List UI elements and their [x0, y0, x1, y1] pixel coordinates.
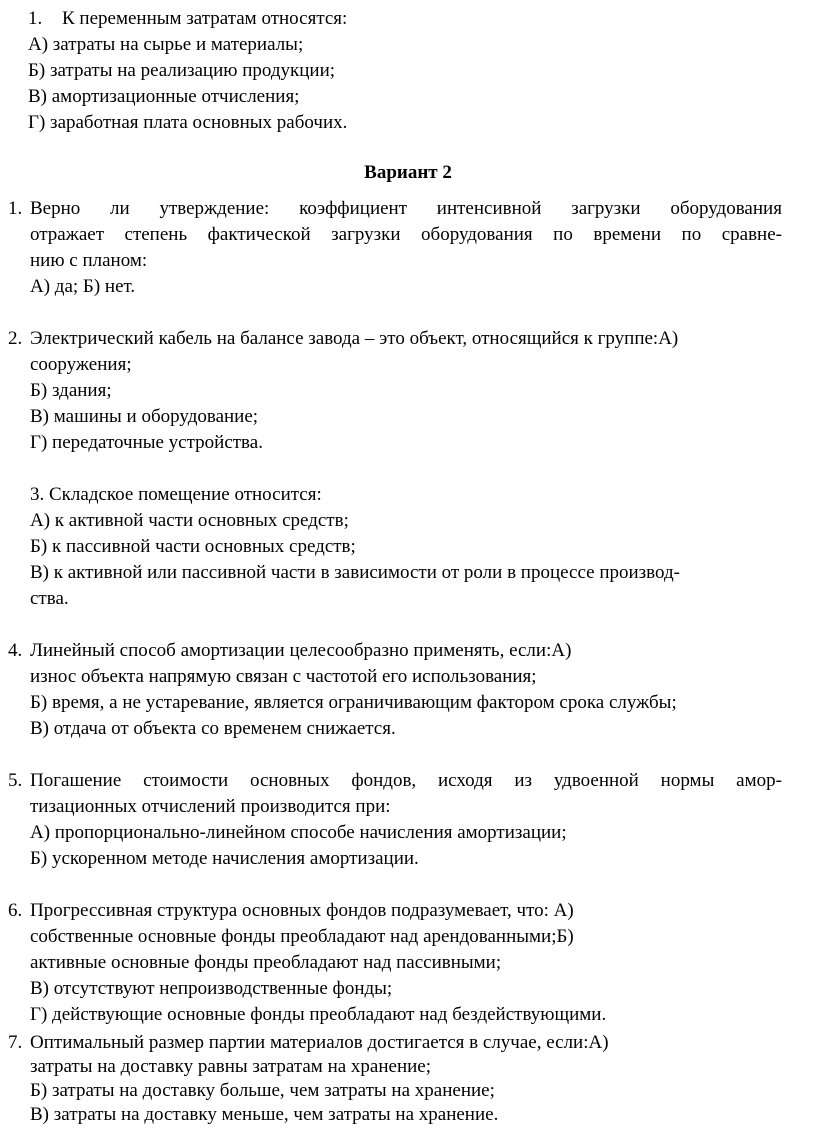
q3-line1: 3. Складское помещение относится: [30, 484, 322, 505]
q5-line4: Б) ускоренном методе начисления амортизации. [30, 848, 419, 869]
word: амор- [736, 770, 782, 791]
word: стоимости [143, 770, 229, 791]
word: Верно [30, 198, 81, 219]
word: исходя [438, 770, 493, 791]
word: оборудования [670, 198, 782, 219]
q2-line1: Электрический кабель на балансе завода – это объект, относящийся к группе:А) [30, 328, 679, 349]
q6-number: 6. [8, 900, 23, 921]
q6-line1: Прогрессивная структура основных фондов подразумевает, что: А) [30, 900, 574, 921]
q5-line3: А) пропорционально-линейном способе начисления амортизации; [30, 822, 567, 843]
q3-line2: А) к активной части основных средств; [30, 510, 349, 531]
word: сравне- [721, 224, 782, 245]
word: из [514, 770, 533, 791]
q5-line1 [30, 768, 782, 794]
q6-line4: В) отсутствуют непроизводственные фонды; [30, 978, 393, 999]
q1-number: 1. [8, 198, 23, 219]
q1-line4: А) да; Б) нет. [30, 276, 136, 297]
q2-line4: В) машины и оборудование; [30, 406, 259, 427]
q4-line4: В) отдача от объекта со временем снижается. [30, 718, 396, 739]
q1-line3: нию с планом: [30, 250, 148, 271]
word: утверждение: [159, 198, 270, 219]
q2-line3: Б) здания; [30, 380, 112, 401]
word: загрузки [331, 224, 401, 245]
word: интенсивной [436, 198, 542, 219]
word: основных [250, 770, 330, 791]
q6-line3: активные основные фонды преобладают над пассивными; [30, 952, 502, 973]
word: по [553, 224, 573, 245]
word: оборудования [421, 224, 533, 245]
q2-line5: Г) передаточные устройства. [30, 432, 263, 453]
q7-number: 7. [8, 1032, 23, 1053]
q3-line4: В) к активной или пассивной части в зависимости от роли в процессе производ- [30, 562, 680, 583]
intro-number: 1. [28, 8, 43, 29]
q1-line2 [30, 222, 782, 248]
q6-line2: собственные основные фонды преобладают над арендованными;Б) [30, 926, 574, 947]
word: степень [124, 224, 188, 245]
intro-option-c: В) амортизационные отчисления; [28, 86, 300, 107]
q4-line3: Б) время, а не устаревание, является ограничивающим фактором срока службы; [30, 692, 677, 713]
word: фактической [207, 224, 311, 245]
intro-option-a: А) затраты на сырье и материалы; [28, 34, 304, 55]
q4-line1: Линейный способ амортизации целесообразно применять, если:А) [30, 640, 572, 661]
q6-line5: Г) действующие основные фонды преобладают над бездействующими. [30, 1004, 607, 1025]
q5-line2: тизационных отчислений производится при: [30, 796, 391, 817]
word: удвоенной [553, 770, 639, 791]
q4-number: 4. [8, 640, 23, 661]
word: фондов, [351, 770, 417, 791]
word: ли [110, 198, 130, 219]
q7-line3: Б) затраты на доставку больше, чем затраты на хранение; [30, 1080, 495, 1101]
q2-number: 2. [8, 328, 23, 349]
word: загрузки [571, 198, 641, 219]
q7-line1: Оптимальный размер партии материалов достигается в случае, если:А) [30, 1032, 609, 1053]
intro-question: К переменным затратам относятся: [62, 8, 348, 29]
q5-number: 5. [8, 770, 23, 791]
q2-line2: сооружения; [30, 354, 132, 375]
q3-line3: Б) к пассивной части основных средств; [30, 536, 356, 557]
intro-option-b: Б) затраты на реализацию продукции; [28, 60, 336, 81]
q4-line2: износ объекта напрямую связан с частотой его использования; [30, 666, 537, 687]
q3-line5: ства. [30, 588, 69, 609]
word: отражает [30, 224, 105, 245]
word: по [681, 224, 702, 245]
word: времени [593, 224, 662, 245]
q7-line4: В) затраты на доставку меньше, чем затраты на хранение. [30, 1104, 499, 1125]
word: Погашение [30, 770, 122, 791]
word: коэффициент [299, 198, 408, 219]
q7-line2: затраты на доставку равны затратам на хранение; [30, 1056, 432, 1077]
word: нормы [660, 770, 715, 791]
intro-option-d: Г) заработная плата основных рабочих. [28, 112, 348, 133]
variant-title: Вариант 2 [364, 162, 452, 183]
q1-line1 [30, 196, 782, 222]
